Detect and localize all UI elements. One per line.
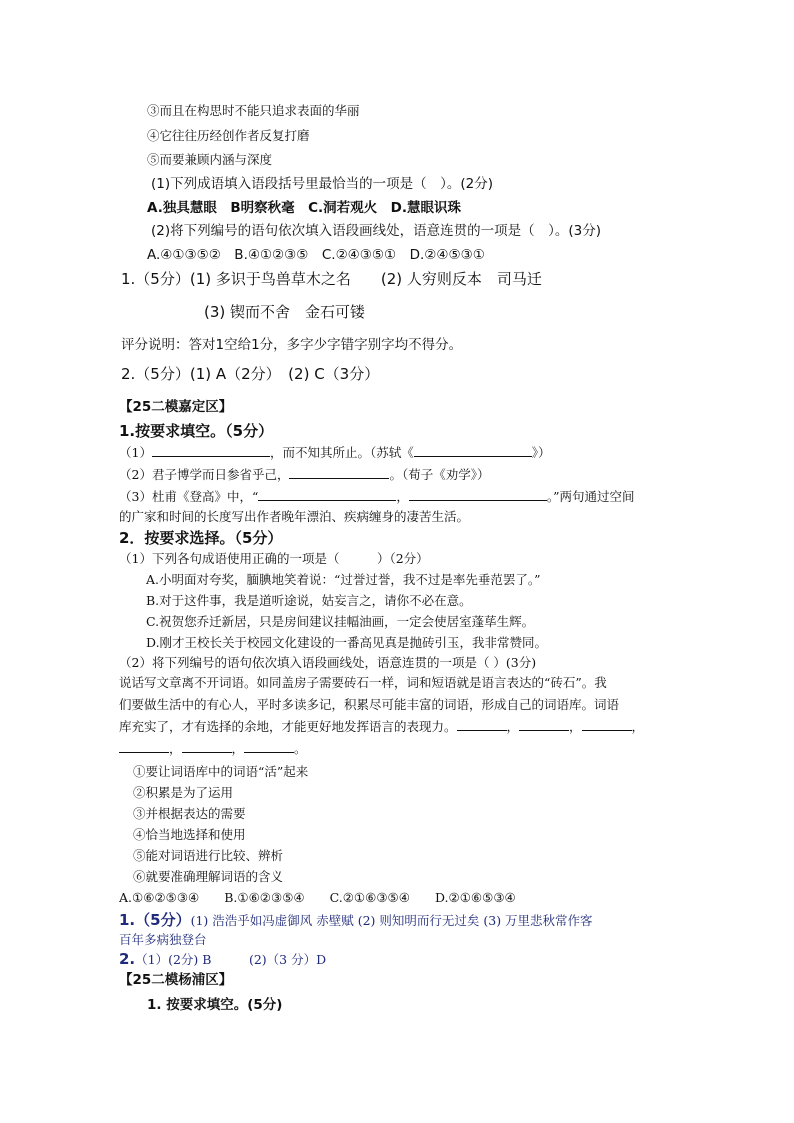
sentence-item: ⑤能对词语进行比较、辨析 xyxy=(133,848,284,863)
list-item: ④它往往历经创作者反复打磨 xyxy=(147,128,310,143)
answer-blank[interactable] xyxy=(457,719,507,731)
scoring-note: 评分说明：答对1空给1分，多字少字错字别字均不得分。 xyxy=(121,337,463,353)
question-1-options: A.独具慧眼 B明察秋毫 C.洞若观火 D.慧眼识珠 xyxy=(147,200,461,216)
jiading-answer-1-line-1: 1.（5分）(1) 浩浩乎如冯虚御风 赤壁赋 (2) 则知明而行无过矣 (3) 万里悲秋常作客 xyxy=(119,911,593,929)
fill3-continuation: 的广家和时间的长度写出作者晚年漂泊、疾病缠身的凄苦生活。 xyxy=(119,509,470,524)
answer-1-line-2: (3) 锲而不舍 金石可镂 xyxy=(204,303,366,321)
fill-blank-1 xyxy=(119,445,550,461)
option-a: A.小明面对夸奖，腼腆地笑着说：“过誉过誉，我不过是率先垂范罢了。” xyxy=(146,572,541,587)
list-item: ⑤而要兼顾内涵与深度 xyxy=(147,152,273,167)
list-item: ③而且在构思时不能只追求表面的华丽 xyxy=(147,103,360,118)
answer-blank[interactable] xyxy=(289,467,389,479)
sentence-item: ④恰当地选择和使用 xyxy=(133,827,246,842)
jiading-answer-1-line-2: 百年多病独登台 xyxy=(119,932,207,947)
question-1: (1)下列成语填入语段括号里最恰当的一项是（ ）。(2分) xyxy=(151,176,493,192)
jiading-q2-1: （1）下列各句成语使用正确的一项是（ ）（2分） xyxy=(119,551,429,566)
sentence-item: ⑥就要准确理解词语的含义 xyxy=(133,869,284,884)
fill1-prefix: （1） xyxy=(119,445,152,460)
jiading-q2-title: 2．按要求选择。（5分） xyxy=(119,529,283,547)
passage-line-1: 说话写文章离不开词语。如同盖房子需要砖石一样，词和短语就是语言表达的“砖石”。我 xyxy=(119,675,607,690)
sentence-item: ②积累是为了运用 xyxy=(133,785,234,800)
section-header-yangpu: 【25二模杨浦区】 xyxy=(119,972,233,988)
answer-blank[interactable] xyxy=(119,741,169,753)
answer-blank[interactable] xyxy=(519,719,569,731)
answer-blank[interactable] xyxy=(409,489,547,501)
jiading-answer-2: 2.（1）(2分) B (2)（3 分）D xyxy=(119,950,327,968)
option-d: D.刚才王校长关于校园文化建设的一番高见真是抛砖引玉，我非常赞同。 xyxy=(146,635,548,650)
answer-2: 2.（5分）(1) A（2分） (2) C（3分） xyxy=(121,365,380,383)
answer-1-line-1: 1.（5分）(1) 多识于鸟兽草木之名 (2) 人穷则反本 司马迁 xyxy=(121,270,542,288)
fill-blank-2 xyxy=(119,467,489,483)
jiading-q2-2: （2）将下列编号的语句依次填入语段画线处，语意连贯的一项是（ ）(3分) xyxy=(119,655,537,670)
fill2-suffix: 。（荀子《劝学》） xyxy=(389,467,490,482)
sentence-item: ③并根据表达的需要 xyxy=(133,806,246,821)
fill2-prefix: （2）君子博学而日参省乎己， xyxy=(119,467,290,482)
yangpu-q1-title: 1. 按要求填空。(5分) xyxy=(147,997,283,1013)
answer-blank[interactable] xyxy=(582,719,632,731)
fill3-sep: ， xyxy=(396,489,409,504)
answer-blank[interactable] xyxy=(152,445,270,457)
option-b: B.对于这件事，我是道听途说，姑妄言之，请你不必在意。 xyxy=(146,593,472,608)
passage-blanks-line: ， ， 。 xyxy=(119,741,307,757)
sentence-item: ①要让词语库中的词语“活”起来 xyxy=(133,764,309,779)
question-2: (2)将下列编号的语句依次填入语段画线处，语意连贯的一项是（ ）。(3分) xyxy=(151,223,601,239)
answer-blank[interactable] xyxy=(244,741,294,753)
question-2-options: A.④①③⑤② B.④①②③⑤ C.②④③⑤① D.②④⑤③① xyxy=(147,247,485,263)
fill1-mid: ，而不知其所止。（苏轼《 xyxy=(269,445,414,460)
answer-blank[interactable] xyxy=(258,489,396,501)
fill-blank-3 xyxy=(119,489,635,505)
answer-blank[interactable] xyxy=(414,445,532,457)
fill3-suffix: 。”两句通过空间 xyxy=(546,489,635,504)
jiading-q2-2-options: A.①⑥②⑤③④ B.①⑥②③⑤④ C.②①⑥③⑤④ D.②①⑥⑤③④ xyxy=(119,890,516,905)
fill1-suffix: 》） xyxy=(531,445,551,460)
answer-blank[interactable] xyxy=(182,741,232,753)
option-c: C.祝贺您乔迁新居，只是房间建议挂幅油画，一定会使居室蓬荜生辉。 xyxy=(146,614,535,629)
section-header-jiading: 【25二模嘉定区】 xyxy=(119,399,233,415)
jiading-q1-title: 1.按要求填空。（5分） xyxy=(119,422,274,440)
passage-line-2: 们要做生活中的有心人，平时多读多记，积累尽可能丰富的词语，形成自己的词语库。词语 xyxy=(119,697,620,712)
passage-line-3: 库充实了，才有选择的余地，才能更好地发挥语言的表现力。 ， ， ， xyxy=(119,719,645,734)
passage-line-3-text: 库充实了，才有选择的余地，才能更好地发挥语言的表现力。 xyxy=(119,719,457,734)
fill3-prefix: （3）杜甫《登高》中，“ xyxy=(119,489,259,504)
